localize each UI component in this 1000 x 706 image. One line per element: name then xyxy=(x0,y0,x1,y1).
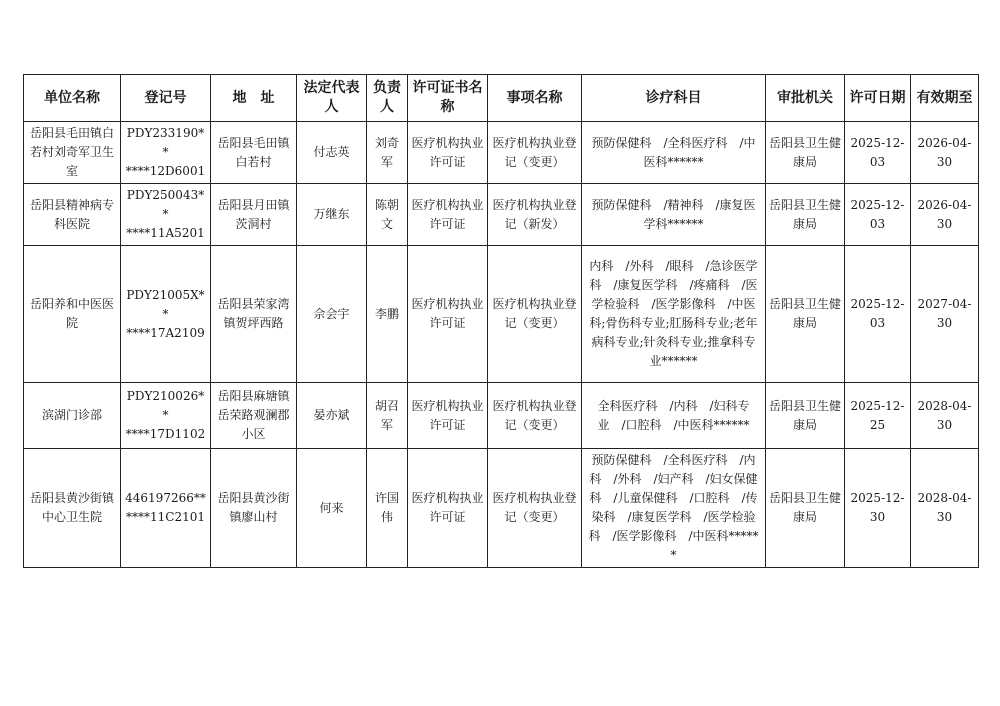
cell-subjects: 全科医疗科 /内科 /妇科专业 /口腔科 /中医科****** xyxy=(582,383,766,449)
cell-item-name: 医疗机构执业登记（变更） xyxy=(488,383,582,449)
header-address: 地 址 xyxy=(211,75,297,122)
header-item-name: 事项名称 xyxy=(488,75,582,122)
cell-address: 岳阳县毛田镇白若村 xyxy=(211,122,297,184)
table-row xyxy=(24,246,979,383)
header-unit-name: 单位名称 xyxy=(24,75,121,122)
cell-valid-until: 2028-04-30 xyxy=(911,383,979,449)
cell-valid-until: 2026-04-30 xyxy=(911,184,979,246)
table-row xyxy=(24,184,979,246)
cell-reg-no: 446197266** ****11C2101 xyxy=(121,449,211,568)
cell-permit-date: 2025-12-03 xyxy=(845,184,911,246)
cell-legal-rep: 何来 xyxy=(297,449,367,568)
table-row xyxy=(24,383,979,449)
cell-subjects: 预防保健科 /全科医疗科 /内科 /外科 /妇产科 /妇女保健科 /儿童保健科 /口腔科 /传染科 /康复医学科 /医学检验科 /医学影像科 /中医科****** xyxy=(582,449,766,568)
cell-authority: 岳阳县卫生健康局 xyxy=(766,246,845,383)
cell-unit-name: 岳阳县毛田镇白若村刘奇军卫生室 xyxy=(24,122,121,184)
cell-item-name: 医疗机构执业登记（变更） xyxy=(488,246,582,383)
cell-valid-until: 2026-04-30 xyxy=(911,122,979,184)
header-subjects: 诊疗科目 xyxy=(582,75,766,122)
cell-legal-rep: 万继东 xyxy=(297,184,367,246)
cell-valid-until: 2027-04-30 xyxy=(911,246,979,383)
header-legal-rep: 法定代表人 xyxy=(297,75,367,122)
cell-license-name: 医疗机构执业许可证 xyxy=(408,383,488,449)
header-authority: 审批机关 xyxy=(766,75,845,122)
cell-subjects: 内科 /外科 /眼科 /急诊医学科 /康复医学科 /疼痛科 /医学检验科 /医学影像科 /中医科;骨伤科专业;肛肠科专业;老年病科专业;针灸科专业;推拿科专业****** xyxy=(582,246,766,383)
cell-address: 岳阳县麻塘镇岳荣路观澜郡小区 xyxy=(211,383,297,449)
cell-authority: 岳阳县卫生健康局 xyxy=(766,122,845,184)
cell-unit-name: 滨湖门诊部 xyxy=(24,383,121,449)
cell-responsible: 李鹏 xyxy=(367,246,408,383)
header-valid-until: 有效期至 xyxy=(911,75,979,122)
header-responsible: 负责人 xyxy=(367,75,408,122)
cell-license-name: 医疗机构执业许可证 xyxy=(408,449,488,568)
header-reg-no: 登记号 xyxy=(121,75,211,122)
cell-responsible: 刘奇军 xyxy=(367,122,408,184)
cell-responsible: 胡召军 xyxy=(367,383,408,449)
table-row xyxy=(24,122,979,184)
header-license-name: 许可证书名称 xyxy=(408,75,488,122)
table-row xyxy=(24,449,979,568)
cell-legal-rep: 付志英 xyxy=(297,122,367,184)
cell-item-name: 医疗机构执业登记（变更） xyxy=(488,122,582,184)
cell-permit-date: 2025-12-03 xyxy=(845,246,911,383)
cell-valid-until: 2028-04-30 xyxy=(911,449,979,568)
cell-license-name: 医疗机构执业许可证 xyxy=(408,184,488,246)
cell-item-name: 医疗机构执业登记（变更） xyxy=(488,449,582,568)
cell-reg-no: PDY233190** ****12D6001 xyxy=(121,122,211,184)
header-permit-date: 许可日期 xyxy=(845,75,911,122)
cell-license-name: 医疗机构执业许可证 xyxy=(408,246,488,383)
cell-license-name: 医疗机构执业许可证 xyxy=(408,122,488,184)
cell-permit-date: 2025-12-03 xyxy=(845,122,911,184)
cell-permit-date: 2025-12-25 xyxy=(845,383,911,449)
cell-subjects: 预防保健科 /精神科 /康复医学科****** xyxy=(582,184,766,246)
cell-authority: 岳阳县卫生健康局 xyxy=(766,449,845,568)
cell-reg-no: PDY210026** ****17D1102 xyxy=(121,383,211,449)
cell-subjects: 预防保健科 /全科医疗科 /中医科****** xyxy=(582,122,766,184)
cell-address: 岳阳县荣家湾镇贺坪西路 xyxy=(211,246,297,383)
license-table xyxy=(23,74,979,568)
cell-authority: 岳阳县卫生健康局 xyxy=(766,383,845,449)
cell-address: 岳阳县黄沙街镇廖山村 xyxy=(211,449,297,568)
cell-item-name: 医疗机构执业登记（新发） xyxy=(488,184,582,246)
cell-unit-name: 岳阳养和中医医院 xyxy=(24,246,121,383)
cell-reg-no: PDY250043** ****11A5201 xyxy=(121,184,211,246)
cell-legal-rep: 晏亦斌 xyxy=(297,383,367,449)
header-row xyxy=(24,75,979,122)
cell-legal-rep: 佘会宇 xyxy=(297,246,367,383)
cell-authority: 岳阳县卫生健康局 xyxy=(766,184,845,246)
cell-permit-date: 2025-12-30 xyxy=(845,449,911,568)
cell-address: 岳阳县月田镇茨洞村 xyxy=(211,184,297,246)
cell-unit-name: 岳阳县黄沙街镇中心卫生院 xyxy=(24,449,121,568)
cell-responsible: 陈朝文 xyxy=(367,184,408,246)
cell-responsible: 许国伟 xyxy=(367,449,408,568)
cell-reg-no: PDY21005X** ****17A2109 xyxy=(121,246,211,383)
cell-unit-name: 岳阳县精神病专科医院 xyxy=(24,184,121,246)
